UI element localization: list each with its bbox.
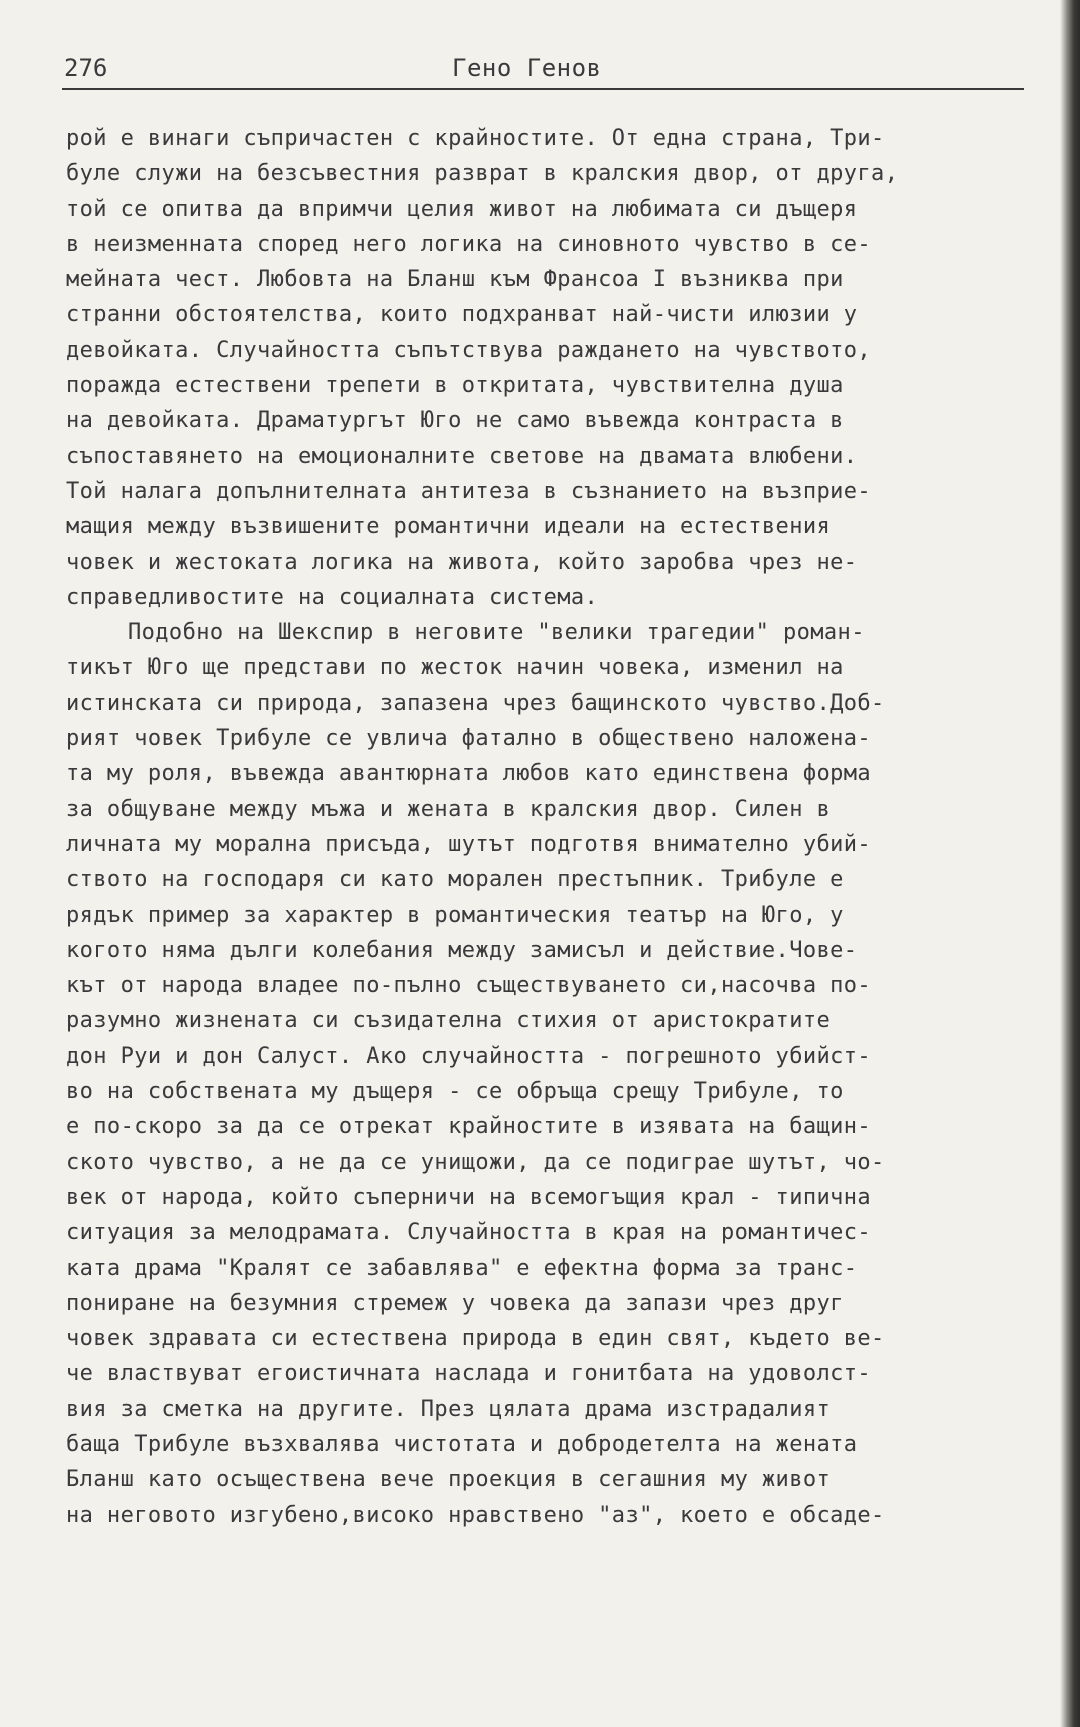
text-line: дон Руи и дон Салуст. Ако случайността - погрешното убийст- bbox=[66, 1043, 872, 1069]
text-line: тикът Юго ще представи по жесток начин човека, изменил на bbox=[66, 655, 844, 681]
text-line: кът от народа владее по-пълно съществуването си,насочва по- bbox=[66, 973, 872, 999]
text-line: баща Трибуле възхвалява чистотата и добродетелта на жената bbox=[66, 1431, 858, 1457]
text-line: в неизменната според него логика на синовното чувство в се- bbox=[66, 231, 872, 257]
text-line: мейната чест. Любовта на Бланш към Франсоа I възниква при bbox=[66, 267, 844, 293]
text-line: рият човек Трибуле се увлича фатално в обществено наложена- bbox=[66, 726, 872, 752]
text-line: на неговото изгубено,високо нравствено "аз", което е обсаде- bbox=[66, 1502, 885, 1528]
text-line: вия за сметка на другите. През цялата драма изстрадалият bbox=[66, 1396, 831, 1422]
running-head-author: Гено Генов bbox=[452, 54, 602, 82]
body-text bbox=[66, 121, 1046, 1533]
text-line: е по-скоро за да се отрекат крайностите в изявата на бащин- bbox=[66, 1114, 872, 1140]
text-line: буле служи на безсъвестния разврат в кралския двор, от друга, bbox=[66, 161, 899, 187]
text-line: за общуване между мъжа и жената в кралския двор. Силен в bbox=[66, 796, 831, 822]
text-line: мащия между възвишените романтични идеали на естествения bbox=[66, 514, 831, 540]
text-line: та му роля, въвежда авантюрната любов като единствена форма bbox=[66, 761, 872, 787]
text-line: девойката. Случайността съпътствува раждането на чувството, bbox=[66, 337, 872, 363]
text-line: ството на господаря си като морален престъпник. Трибуле е bbox=[66, 867, 844, 893]
text-line: рядък пример за характер в романтическия театър на Юго, у bbox=[66, 902, 844, 928]
text-line: справедливостите на социалната система. bbox=[66, 584, 599, 610]
page-number: 276 bbox=[64, 54, 108, 82]
running-head bbox=[62, 52, 1024, 90]
text-line: той се опитва да впримчи целия живот на любимата си дъщеря bbox=[66, 196, 858, 222]
text-line: Бланш като осъществена вече проекция в сегашния му живот bbox=[66, 1467, 831, 1493]
paragraph-first-line: Подобно на Шекспир в неговите "велики трагедии" роман- bbox=[128, 620, 865, 646]
text-line: во на собствената му дъщеря - се обръща срещу Трибуле, то bbox=[66, 1079, 844, 1105]
text-line: ката драма "Кралят се забавлява" е ефектна форма за транс- bbox=[66, 1255, 858, 1281]
text-line: че властвуват егоистичната наслада и гонитбата на удоволст- bbox=[66, 1361, 872, 1387]
text-line: век от народа, който съперничи на всемогъщия крал - типична bbox=[66, 1184, 872, 1210]
text-line: истинската си природа, запазена чрез бащинското чувство.Доб- bbox=[66, 690, 885, 716]
text-line: Той налага допълнителната антитеза в съзнанието на възприе- bbox=[66, 478, 872, 504]
text-line: съпоставянето на емоционалните светове на двамата влюбени. bbox=[66, 443, 858, 469]
text-line: ситуация за мелодрамата. Случайността в края на романтичес- bbox=[66, 1220, 872, 1246]
text-line: ското чувство, а не да се унищожи, да се подиграе шутът, чо- bbox=[66, 1149, 885, 1175]
text-line: разумно жизнената си съзидателна стихия от аристократите bbox=[66, 1008, 831, 1034]
text-line: човек здравата си естествена природа в един свят, където ве- bbox=[66, 1326, 885, 1352]
text-line: странни обстоятелства, които подхранват най-чисти илюзии у bbox=[66, 302, 858, 328]
text-line: на девойката. Драматургът Юго не само въвежда контраста в bbox=[66, 408, 844, 434]
text-line: рой е винаги съпричастен с крайностите. От една страна, Три- bbox=[66, 126, 885, 151]
text-line: човек и жестоката логика на живота, който заробва чрез не- bbox=[66, 549, 858, 575]
text-line: когото няма дълги колебания между замисъл и действие.Чове- bbox=[66, 937, 858, 963]
text-line: поражда естествени трепети в откритата, чувствителна душа bbox=[66, 373, 844, 399]
text-line: пониране на безумния стремеж у човека да запази чрез друг bbox=[66, 1290, 844, 1316]
text-line: личната му морална присъда, шутът подготвя внимателно убий- bbox=[66, 831, 872, 857]
